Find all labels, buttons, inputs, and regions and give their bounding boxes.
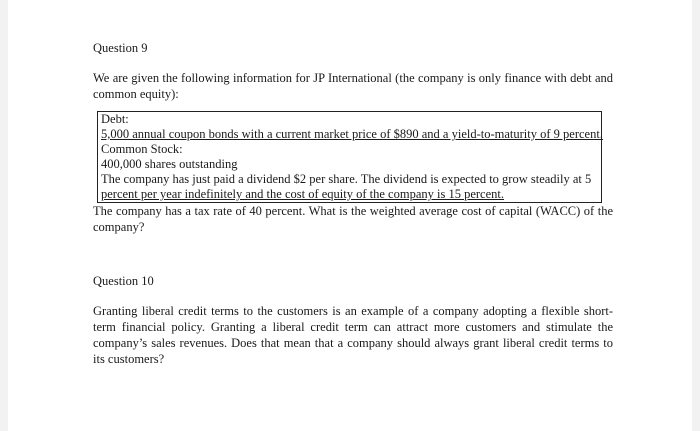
question-10-text: Granting liberal credit terms to the customers is an example of a company adopting a flexible short-term financial policy. Granting a liberal credit term can attract more customers and stimulate the company’s sales revenues. Does that mean that a company should always grant liberal credit terms to its customers? (93, 304, 613, 366)
question-9-heading: Question 9 (93, 41, 148, 55)
info-box (97, 111, 602, 203)
dividend-text-line-1: The company has just paid a dividend $2 per share. The dividend is expected to grow steadily at 5 (101, 172, 592, 186)
debt-label: Debt: (101, 112, 129, 126)
question-10-heading: Question 10 (93, 274, 154, 288)
question-9-intro: We are given the following information for JP International (the company is only finance with debt and common equity): (93, 71, 613, 101)
question-9-question: The company has a tax rate of 40 percent. What is the weighted average cost of capital (WACC) of the company? (93, 204, 613, 234)
shares-outstanding-text: 400,000 shares outstanding (101, 157, 238, 171)
document-content (93, 40, 613, 367)
dividend-text-line-2: percent per year indefinitely and the cost of equity of the company is 15 percent. (101, 187, 504, 201)
document-page (8, 0, 692, 431)
common-stock-label: Common Stock: (101, 142, 183, 156)
debt-text: 5,000 annual coupon bonds with a current market price of $890 and a yield-to-maturity of 9 percent. (101, 127, 603, 141)
